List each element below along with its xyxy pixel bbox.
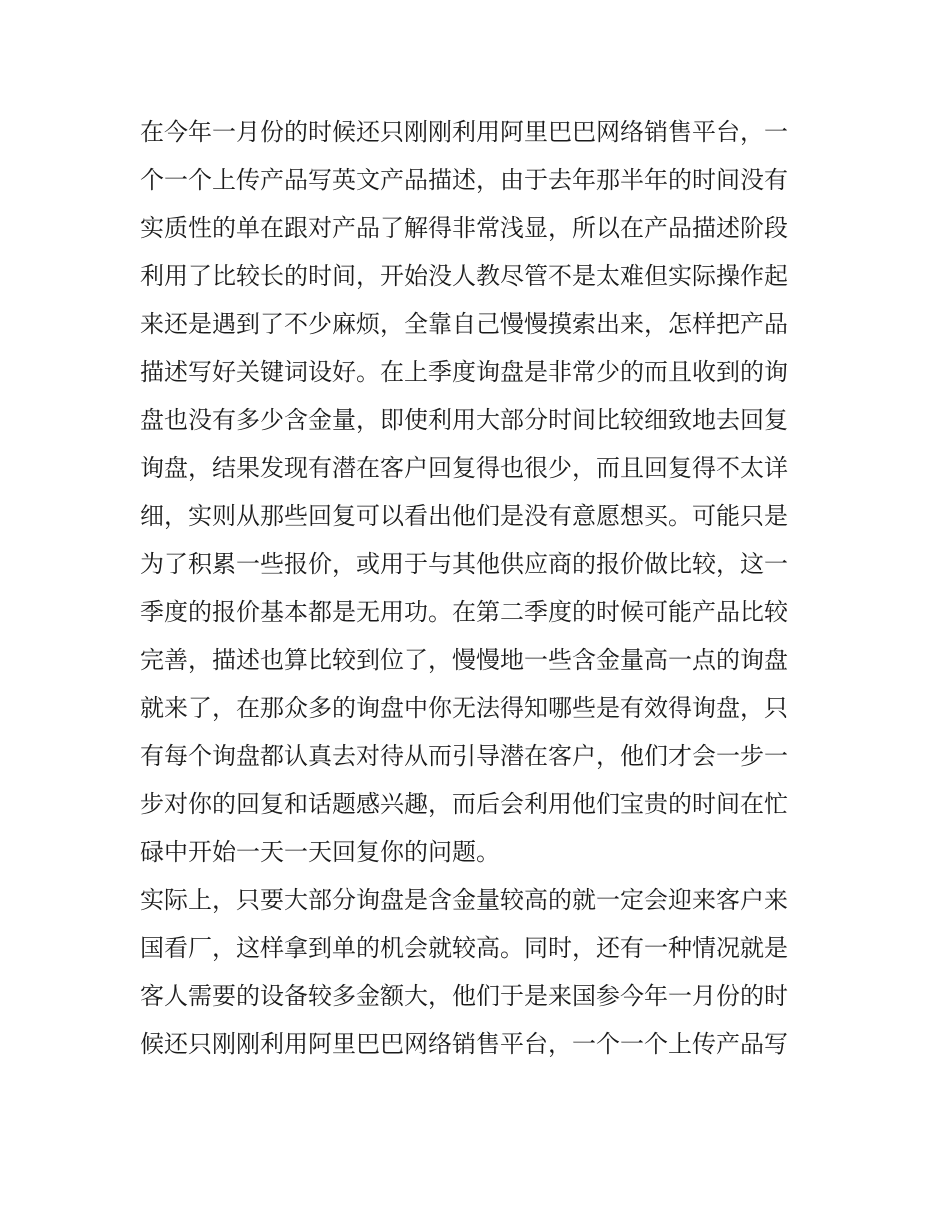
text-line: 完善，描述也算比较到位了，慢慢地一些含金量高一点的询盘	[140, 646, 788, 674]
body-text	[140, 108, 812, 1068]
text-line: 候还只刚刚利用阿里巴巴网络销售平台，一个一个上传产品写	[140, 1030, 788, 1058]
text-line: 有每个询盘都认真去对待从而引导潜在客户，他们才会一步一	[140, 742, 788, 770]
text-line: 国看厂，这样拿到单的机会就较高。同时，还有一种情况就是	[140, 934, 788, 962]
text-line: 来还是遇到了不少麻烦，全靠自己慢慢摸索出来，怎样把产品	[140, 310, 788, 338]
text-line: 个一个上传产品写英文产品描述，由于去年那半年的时间没有	[140, 166, 788, 194]
text-line: 碌中开始一天一天回复你的问题。	[140, 838, 500, 866]
text-line: 描述写好关键词设好。在上季度询盘是非常少的而且收到的询	[140, 358, 788, 386]
text-line: 盘也没有多少含金量，即使利用大部分时间比较细致地去回复	[140, 406, 788, 434]
text-line: 实际上，只要大部分询盘是含金量较高的就一定会迎来客户来	[140, 886, 788, 914]
text-line: 为了积累一些报价，或用于与其他供应商的报价做比较，这一	[140, 550, 788, 578]
text-line: 步对你的回复和话题感兴趣，而后会利用他们宝贵的时间在忙	[140, 790, 788, 818]
text-line: 实质性的单在跟对产品了解得非常浅显，所以在产品描述阶段	[140, 214, 788, 242]
text-line: 利用了比较长的时间，开始没人教尽管不是太难但实际操作起	[140, 262, 788, 290]
text-line: 询盘，结果发现有潜在客户回复得也很少，而且回复得不太详	[140, 454, 788, 482]
text-line: 细，实则从那些回复可以看出他们是没有意愿想买。可能只是	[140, 502, 788, 530]
text-line: 在今年一月份的时候还只刚刚利用阿里巴巴网络销售平台，一	[140, 118, 788, 146]
text-line: 就来了，在那众多的询盘中你无法得知哪些是有效得询盘，只	[140, 694, 788, 722]
text-line: 客人需要的设备较多金额大，他们于是来国参今年一月份的时	[140, 982, 788, 1010]
text-line: 季度的报价基本都是无用功。在第二季度的时候可能产品比较	[140, 598, 788, 626]
